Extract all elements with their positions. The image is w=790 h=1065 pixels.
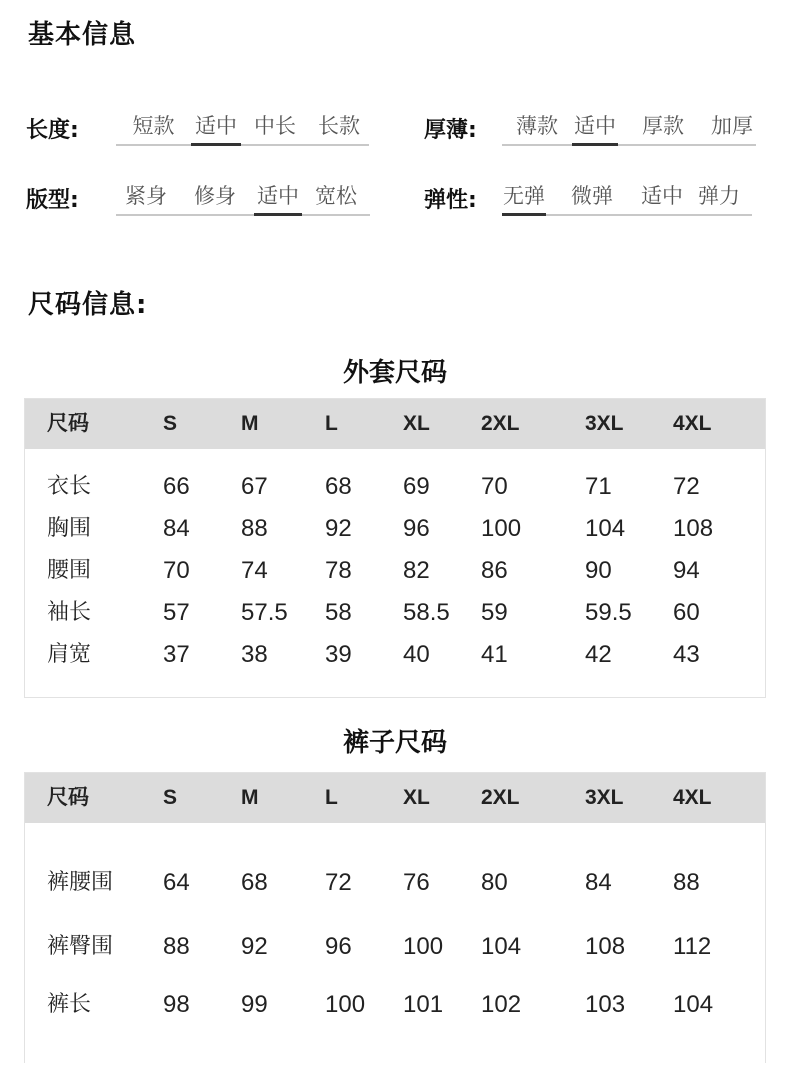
table-cell: 68 bbox=[325, 473, 352, 500]
option: 中长 bbox=[254, 114, 296, 138]
table-cell: 71 bbox=[585, 473, 612, 500]
table-row bbox=[25, 467, 765, 507]
attr-label: 厚薄: bbox=[424, 118, 477, 143]
table-row bbox=[25, 863, 765, 903]
size-header: S bbox=[163, 786, 178, 809]
row-label: 肩宽 bbox=[47, 642, 92, 667]
table-cell: 72 bbox=[673, 473, 700, 500]
table-cell: 78 bbox=[325, 557, 352, 584]
table-cell: 104 bbox=[585, 515, 626, 542]
table-cell: 41 bbox=[481, 641, 508, 668]
option-group bbox=[502, 112, 756, 146]
table-header bbox=[25, 773, 765, 823]
attr-label: 版型: bbox=[26, 188, 79, 213]
table-cell: 43 bbox=[673, 641, 700, 668]
attr-elasticity bbox=[424, 182, 752, 216]
table-cell: 100 bbox=[403, 933, 444, 960]
table-cell: 59.5 bbox=[585, 599, 632, 626]
table-cell: 42 bbox=[585, 641, 612, 668]
table-row bbox=[25, 635, 765, 675]
table-cell: 70 bbox=[481, 473, 508, 500]
table-cell: 92 bbox=[241, 933, 268, 960]
table-cell: 100 bbox=[481, 515, 522, 542]
option-selected: 无弹 bbox=[503, 184, 545, 208]
option: 修身 bbox=[194, 184, 236, 208]
table-cell: 68 bbox=[241, 869, 268, 896]
table-cell: 58 bbox=[325, 599, 352, 626]
jacket-size-table bbox=[24, 398, 766, 698]
table-cell: 80 bbox=[481, 869, 508, 896]
table-row bbox=[25, 509, 765, 549]
size-header: 3XL bbox=[585, 786, 624, 809]
table-cell: 88 bbox=[241, 515, 268, 542]
table-cell: 104 bbox=[673, 991, 714, 1018]
option-selected: 适中 bbox=[254, 182, 302, 210]
table-cell: 74 bbox=[241, 557, 268, 584]
table-cell: 59 bbox=[481, 599, 508, 626]
option: 短款 bbox=[132, 114, 175, 138]
size-header: 4XL bbox=[673, 786, 712, 809]
basic-info-heading: 基本信息 bbox=[28, 20, 137, 50]
attr-fit bbox=[26, 182, 370, 216]
size-header: 4XL bbox=[673, 412, 712, 435]
pants-size-table bbox=[24, 772, 766, 1063]
table-cell: 40 bbox=[403, 641, 430, 668]
attr-label: 弹性: bbox=[424, 188, 477, 213]
table-cell: 108 bbox=[673, 515, 714, 542]
row-label: 腰围 bbox=[47, 558, 92, 583]
attr-length bbox=[26, 112, 369, 146]
row-label: 裤腰围 bbox=[47, 870, 114, 895]
size-header: L bbox=[325, 786, 338, 809]
size-header: 2XL bbox=[481, 412, 520, 435]
table-cell: 84 bbox=[585, 869, 612, 896]
table-cell: 102 bbox=[481, 991, 522, 1018]
option-selected: 适中 bbox=[574, 114, 616, 138]
size-header: M bbox=[241, 786, 259, 809]
row-label: 胸围 bbox=[47, 516, 92, 541]
option: 加厚 bbox=[711, 114, 753, 138]
row-label: 裤臀围 bbox=[47, 934, 114, 959]
table-row bbox=[25, 551, 765, 591]
table-cell: 67 bbox=[241, 473, 268, 500]
option: 长款 bbox=[318, 114, 360, 138]
table-cell: 94 bbox=[673, 557, 700, 584]
option-group bbox=[116, 182, 370, 216]
size-header: L bbox=[325, 412, 338, 435]
row-label: 衣长 bbox=[47, 474, 92, 499]
table-cell: 112 bbox=[673, 933, 712, 960]
option-selected: 适中 bbox=[191, 112, 241, 140]
table-cell: 103 bbox=[585, 991, 626, 1018]
option: 紧身 bbox=[125, 184, 167, 208]
size-header: XL bbox=[403, 786, 430, 809]
table-cell: 96 bbox=[325, 933, 352, 960]
header-label: 尺码 bbox=[47, 786, 89, 809]
option-group bbox=[116, 112, 369, 146]
table-cell: 90 bbox=[585, 557, 612, 584]
option: 弹力 bbox=[698, 184, 740, 208]
table-cell: 72 bbox=[325, 869, 352, 896]
row-label: 裤长 bbox=[47, 992, 92, 1017]
table-cell: 70 bbox=[163, 557, 190, 584]
table-cell: 92 bbox=[325, 515, 352, 542]
table-cell: 98 bbox=[163, 991, 190, 1018]
table-cell: 96 bbox=[403, 515, 430, 542]
table-row bbox=[25, 985, 765, 1025]
table-cell: 100 bbox=[325, 991, 366, 1018]
table-cell: 88 bbox=[163, 933, 190, 960]
size-header: 3XL bbox=[585, 412, 624, 435]
option: 宽松 bbox=[315, 184, 357, 208]
header-label: 尺码 bbox=[47, 412, 89, 435]
attr-label: 长度: bbox=[26, 118, 79, 143]
size-header: XL bbox=[403, 412, 430, 435]
option: 微弹 bbox=[571, 184, 613, 208]
pants-table-title: 裤子尺码 bbox=[342, 728, 447, 758]
option: 薄款 bbox=[516, 114, 558, 138]
table-cell: 86 bbox=[481, 557, 508, 584]
size-header: S bbox=[163, 412, 178, 435]
table-cell: 88 bbox=[673, 869, 700, 896]
row-label: 袖长 bbox=[47, 600, 92, 625]
table-cell: 58.5 bbox=[403, 599, 450, 626]
table-cell: 66 bbox=[163, 473, 190, 500]
table-row bbox=[25, 927, 765, 967]
table-cell: 38 bbox=[241, 641, 268, 668]
table-cell: 108 bbox=[585, 933, 626, 960]
table-cell: 37 bbox=[163, 641, 190, 668]
table-cell: 57 bbox=[163, 599, 190, 626]
table-cell: 57.5 bbox=[241, 599, 288, 626]
attr-thickness bbox=[424, 112, 756, 146]
table-cell: 84 bbox=[163, 515, 190, 542]
table-header bbox=[25, 399, 765, 449]
table-cell: 99 bbox=[241, 991, 268, 1018]
size-header: M bbox=[241, 412, 259, 435]
jacket-table-title: 外套尺码 bbox=[342, 358, 447, 388]
table-cell: 76 bbox=[403, 869, 430, 896]
table-cell: 104 bbox=[481, 933, 522, 960]
option: 厚款 bbox=[642, 114, 684, 138]
table-cell: 101 bbox=[403, 991, 444, 1018]
option: 适中 bbox=[641, 184, 683, 208]
option-group bbox=[502, 182, 752, 216]
table-cell: 69 bbox=[403, 473, 430, 500]
size-info-heading: 尺码信息: bbox=[28, 290, 148, 320]
table-row bbox=[25, 593, 765, 633]
table-cell: 82 bbox=[403, 557, 430, 584]
size-header: 2XL bbox=[481, 786, 520, 809]
table-cell: 64 bbox=[163, 869, 190, 896]
table-cell: 39 bbox=[325, 641, 352, 668]
table-cell: 60 bbox=[673, 599, 700, 626]
